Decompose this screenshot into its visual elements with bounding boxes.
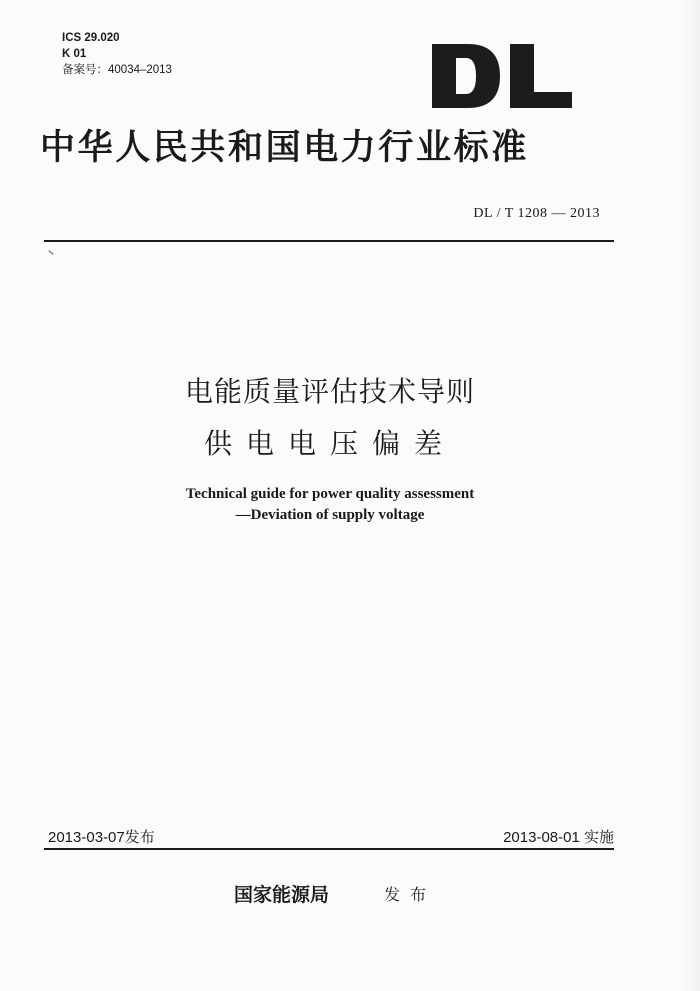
issue-date: 2013-03-07发布 <box>48 829 155 846</box>
document-title-en-line1: Technical guide for power quality assessment <box>185 486 475 502</box>
document-subtitle-cn: 供电电压偏差 <box>203 427 456 460</box>
ccs-code: K 01 <box>62 48 87 60</box>
scan-mark <box>48 250 53 255</box>
document-title-en <box>0 484 660 526</box>
filing-number: 备案号：40034–2013 <box>62 64 172 76</box>
dl-logo-letter-d <box>432 44 500 108</box>
ics-code: ICS 29.020 <box>62 32 120 44</box>
publish-label: 发布 <box>384 885 437 904</box>
header-divider <box>44 240 614 242</box>
document-title-en-line2: —Deviation of supply voltage <box>235 507 425 523</box>
document-title-cn: 电能质量评估技术导则 <box>184 375 475 408</box>
publisher-name: 国家能源局 <box>234 884 330 906</box>
standard-number: DL / T 1208 — 2013 <box>473 206 600 221</box>
implementation-date: 2013-08-01 实施 <box>503 829 614 846</box>
dl-logo <box>430 42 574 110</box>
dl-logo-letter-l <box>510 44 572 108</box>
footer-divider <box>44 848 614 850</box>
standard-category-title: 中华人民共和国电力行业标准 <box>40 127 529 168</box>
classification-block <box>62 30 172 78</box>
